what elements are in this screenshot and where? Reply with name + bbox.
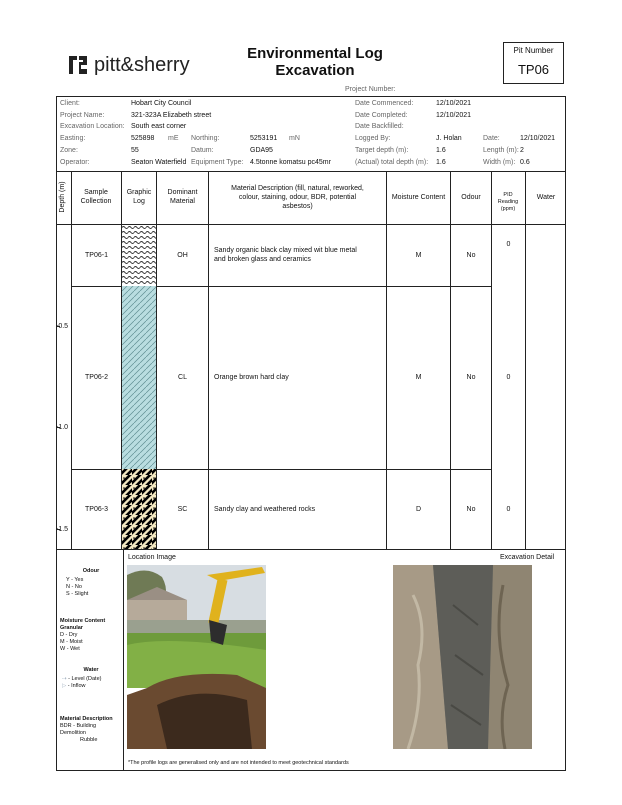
layer-3-description: Sandy clay and weathered rocks	[214, 506, 316, 513]
completed-label: Date Completed:	[355, 112, 408, 119]
project-number-label: Project Number:	[345, 86, 396, 93]
layer-1-material: OH	[177, 252, 188, 259]
pit-number-label: Pit Number	[513, 46, 554, 55]
logged-value: J. Holan	[436, 135, 462, 142]
col-header-water: Water	[536, 194, 556, 201]
layer-1-moisture: M	[415, 252, 422, 259]
completed-value: 12/10/2021	[436, 112, 472, 119]
layer-1-sample: TP06-1	[85, 252, 108, 259]
layer-3-material: SC	[177, 506, 188, 513]
layer-1-pid: 0	[506, 241, 511, 248]
target-label: Target depth (m):	[355, 147, 409, 154]
commenced-value: 12/10/2021	[436, 100, 472, 107]
width-value: 0.6	[520, 159, 530, 166]
layer-2-pid: 0	[506, 374, 511, 381]
legend-moisture-item: W - Wet	[60, 646, 80, 652]
legend-water-level: - Level (Date)	[68, 676, 102, 682]
client-value: Hobart City Council	[131, 100, 192, 107]
excavation-photo	[393, 565, 532, 749]
depth-tick-0.5: -0.5	[56, 323, 69, 330]
northing-unit: mN	[289, 135, 300, 142]
commenced-label: Date Commenced:	[355, 100, 414, 107]
legend-moisture-sub: Granular	[60, 625, 83, 631]
logo-mark-icon	[67, 54, 89, 76]
page-title	[230, 45, 400, 79]
location-value: South east corner	[131, 123, 187, 130]
legend-moisture-item: D - Dry	[60, 632, 78, 638]
legend	[60, 568, 122, 744]
length-value: 2	[520, 147, 524, 154]
layer-3-moisture: D	[415, 506, 422, 513]
col-header-sample: Sample Collection	[80, 189, 112, 205]
easting-unit: mE	[168, 135, 179, 142]
zone-label: Zone:	[60, 147, 78, 154]
title-line-1: Environmental Log	[247, 45, 383, 62]
project-name-label: Project Name:	[60, 112, 105, 119]
layer-3-pid: 0	[506, 506, 511, 513]
legend-material-title: Material Description	[60, 716, 113, 722]
client-label: Client:	[60, 100, 80, 107]
depth-header-label: Depth (m)	[59, 181, 66, 213]
logged-label: Logged By:	[355, 135, 391, 142]
actual-label: (Actual) total depth (m):	[355, 159, 429, 166]
legend-odour-item: Y - Yes	[66, 577, 84, 583]
datum-label: Datum:	[191, 147, 214, 154]
easting-label: Easting:	[60, 135, 86, 142]
layer-1-odour: No	[466, 252, 476, 259]
graphic-log-oh	[122, 225, 156, 286]
legend-water-item	[60, 676, 122, 683]
legend-odour-item: S - Slight	[66, 591, 89, 597]
layer-2-description: Orange brown hard clay	[214, 374, 289, 381]
equipment-label: Equipment Type:	[191, 159, 244, 166]
legend-material-item: BDR - Building Demolition	[60, 723, 97, 736]
col-header-pid: PID Reading (ppm)	[497, 192, 519, 212]
length-label: Length (m):	[483, 147, 519, 154]
easting-value: 525898	[131, 135, 155, 142]
excavation-detail-label: Excavation Detail	[500, 554, 555, 561]
location-label: Excavation Location:	[60, 123, 125, 130]
location-photo	[127, 565, 266, 749]
col-header-odour: Odour	[461, 194, 481, 201]
layer-2-sample: TP06-2	[85, 374, 108, 381]
depth-tick-1.5: -1.5	[56, 526, 69, 533]
target-value: 1.6	[436, 147, 446, 154]
operator-value: Seaton Waterfield	[131, 159, 187, 166]
col-header-description: Material Description (fill, natural, reworked, colour, staining, odour, BDR, potential asbestos)	[231, 185, 364, 210]
col-header-depth	[58, 179, 70, 215]
legend-moisture-item: M - Moist	[60, 639, 83, 645]
equipment-value: 4.5tonne komatsu pc45mr	[250, 159, 331, 166]
operator-label: Operator:	[60, 159, 90, 166]
legend-material-item: Rubble	[80, 737, 98, 743]
legend-moisture-title: Moisture Content	[60, 618, 106, 624]
legend-water-title: Water	[83, 667, 99, 673]
zone-value: 55	[131, 147, 139, 154]
actual-value: 1.6	[436, 159, 446, 166]
layer-1-description: Sandy organic black clay mixed wit blue metal and broken glass and ceramics	[214, 247, 357, 263]
northing-value: 5253191	[250, 135, 278, 142]
depth-tick-1.0: -1.0	[56, 424, 69, 431]
location-image-label: Location Image	[128, 554, 176, 561]
layer-2-material: CL	[178, 374, 187, 381]
pit-number-value: TP06	[517, 62, 550, 77]
col-header-moisture: Moisture Content	[391, 194, 446, 201]
layer-2-odour: No	[466, 374, 476, 381]
project-name-value: 321-323A Elizabeth street	[131, 112, 212, 119]
title-line-2: Excavation	[275, 62, 355, 79]
info-block	[60, 99, 564, 169]
datum-value: GDA95	[250, 147, 273, 154]
date-value: 12/10/2021	[520, 135, 556, 142]
layer-3-odour: No	[466, 506, 476, 513]
legend-water-inflow: - Inflow	[67, 683, 86, 689]
pit-number-box	[503, 42, 564, 84]
graphic-log	[122, 225, 156, 549]
company-logo	[67, 53, 197, 77]
legend-odour-title: Odour	[82, 568, 100, 574]
company-name: pitt&sherry	[94, 54, 190, 76]
date-label: Date:	[483, 135, 500, 142]
footnote: *The profile logs are generalised only and are not intended to meet geotechnical standards	[128, 760, 349, 766]
graphic-log-cl	[122, 286, 156, 469]
layer-2-moisture: M	[415, 374, 422, 381]
graphic-log-sc	[122, 469, 156, 549]
backfilled-label: Date Backfilled:	[355, 123, 404, 130]
col-header-graphic: Graphic Log	[126, 189, 152, 205]
legend-odour-item: N - No	[66, 584, 82, 590]
col-header-material: Dominant Material	[167, 189, 198, 205]
width-label: Width (m):	[483, 159, 516, 166]
water-inflow-icon: ▷	[62, 683, 67, 689]
water-level-icon: ⇢	[62, 676, 67, 682]
northing-label: Northing:	[191, 135, 220, 142]
layer-3-sample: TP06-3	[85, 506, 108, 513]
legend-water-item	[60, 683, 122, 690]
